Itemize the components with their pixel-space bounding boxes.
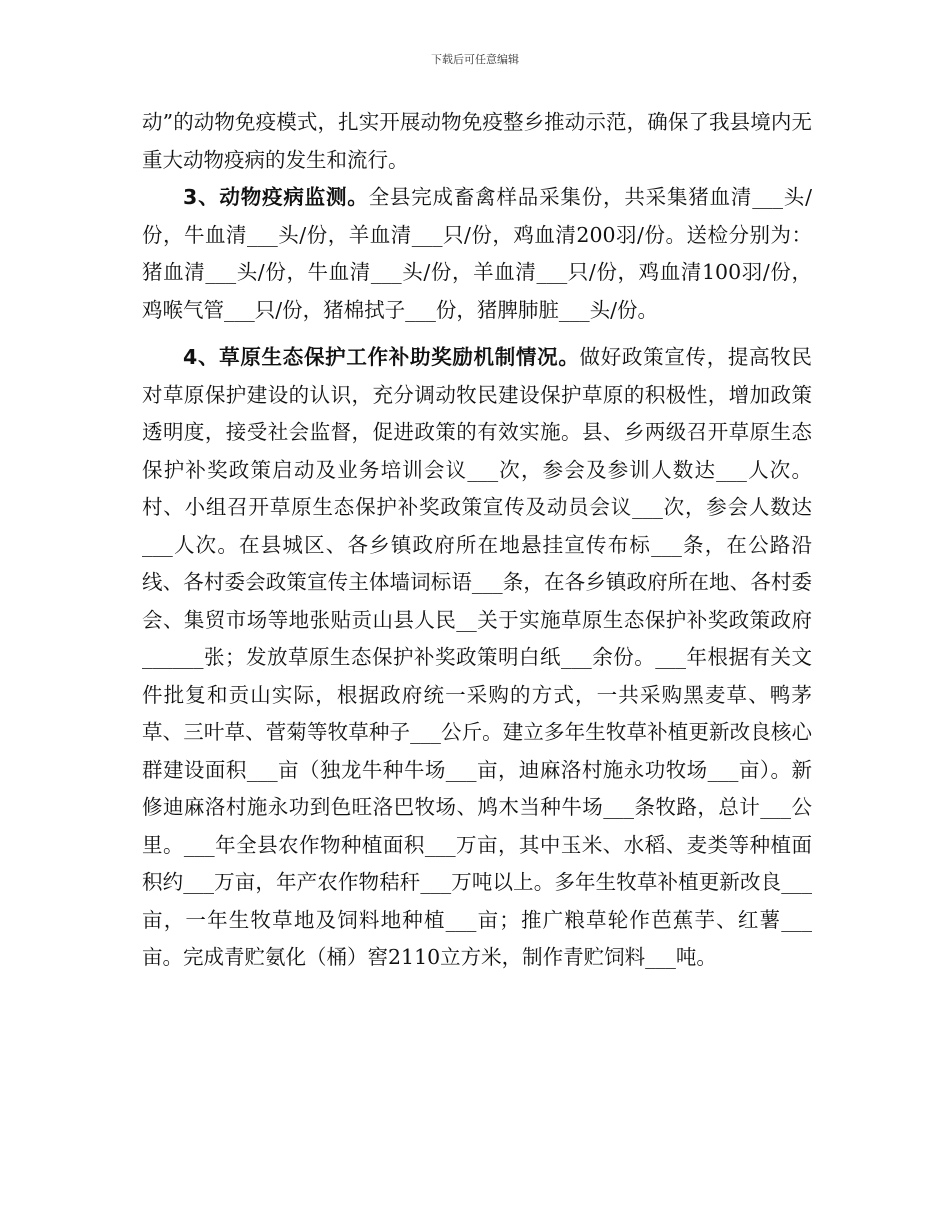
paragraph-spacer	[142, 329, 812, 339]
document-body	[142, 104, 812, 977]
page-header: 下载后可任意编辑	[431, 53, 519, 66]
section-heading-grassland-subsidy: 4、草原生态保护工作补助奖励机制情况。	[183, 345, 580, 369]
paragraph-grassland-subsidy	[142, 339, 812, 977]
paragraph-text: 动”的动物免疫模式，扎实开展动物免疫整乡推动示范，确保了我县境内无重大动物疫病的发生和流行。	[142, 110, 812, 172]
paragraph-text: 做好政策宣传，提高牧民对草原保护建设的认识，充分调动牧民建设保护草原的积极性，增加政策透明度，接受社会监督，促进政策的有效实施。县、乡两级召开草原生态保护补奖政策启动及业务培训会议___次，参会及参训人数达___人次。村、小组召开草原生态保护补奖政策宣传及动员会议___次，参会人数达___人次。在县城区、各乡镇政府所在地悬挂宣传布标___条，在公路沿线、各村委会政策宣传主体墙词标语___条，在各乡镇政府所在地、各村委会、集贸市场等地张贴贡山县人民__关于实施草原生态保护补奖政策政府______张；发放草原生态保护补奖政策明白纸___余份。___年根据有关文件批复和贡山实际，根据政府统一采购的方式，一共采购黑麦草、鸭茅草、三叶草、菅菊等牧草种子___公斤。建立多年生牧草补植更新改良核心群建设面积___亩（独龙牛种牛场___亩，迪麻洛村施永功牧场___亩）。新修迪麻洛村施永功到色旺洛巴牧场、鸠木当种牛场___条牧路，总计___公里。___年全县农作物种植面积___万亩，其中玉米、水稻、麦类等种植面积约___万亩，年产农作物秸秆___万吨以上。多年生牧草补植更新改良___亩，一年生牧草地及饲料地种植___亩；推广粮草轮作芭蕉芋、红薯___亩。完成青贮氨化（桶）窖2110立方米，制作青贮饲料___吨。	[142, 345, 813, 969]
paragraph-text: 全县完成畜禽样品采集份，共采集猪血清___头/份，牛血清___头/份，羊血清___只/份，鸡血清200羽/份。送检分别为：猪血清___头/份，牛血清___头/份，羊血清___只/份，鸡血清100羽/份，鸡喉气管___只/份，猪棉拭子___份，猪脾肺脏___头/份。	[142, 185, 813, 322]
paragraph-disease-monitoring	[142, 179, 812, 329]
paragraph-immunization-continued	[142, 104, 812, 179]
section-heading-disease-monitoring: 3、动物疫病监测。	[183, 185, 369, 209]
